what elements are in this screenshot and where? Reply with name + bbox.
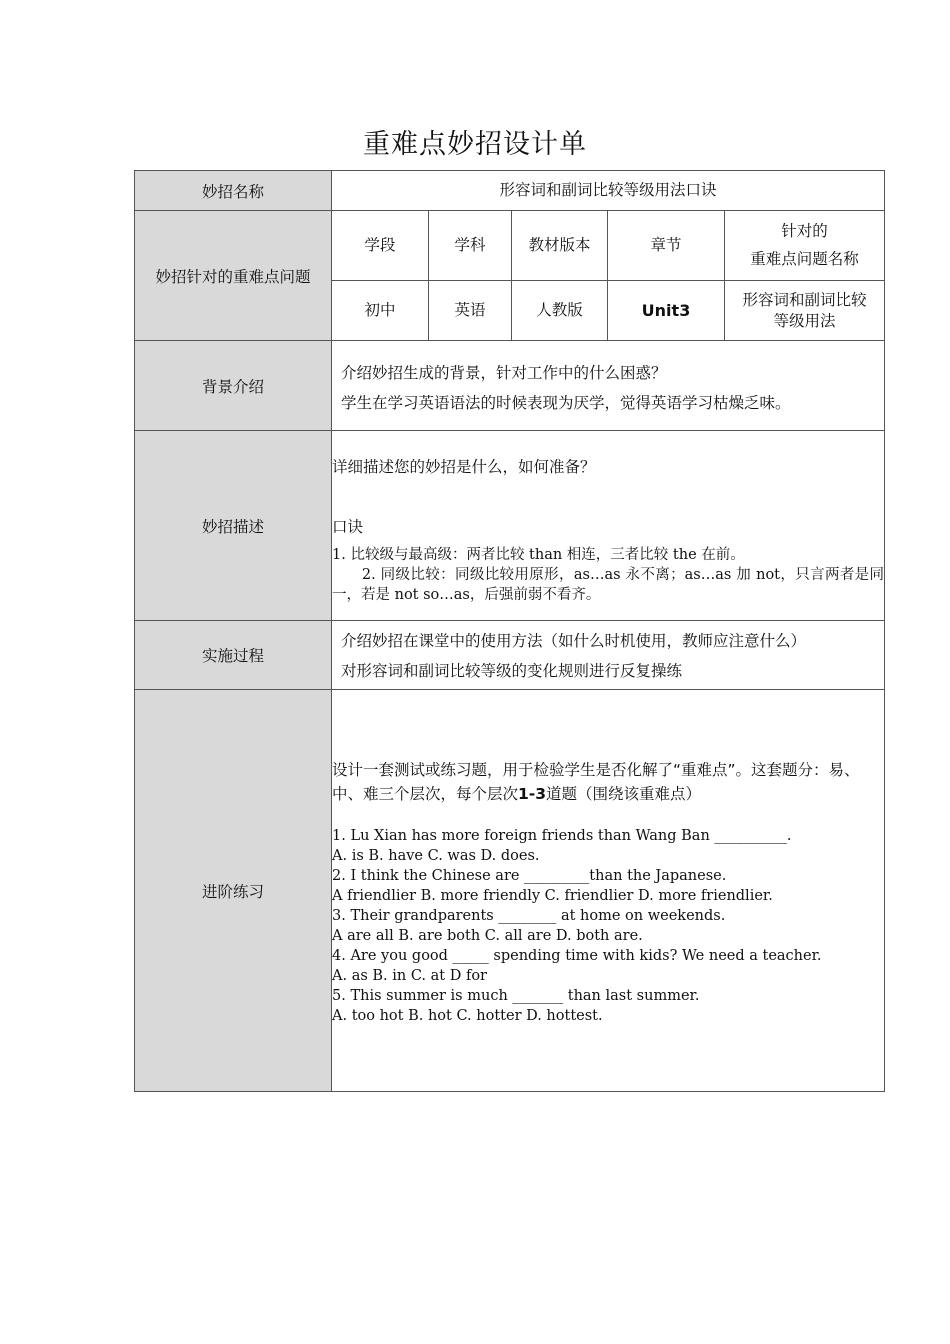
process-answer: 对形容词和副词比较等级的变化规则进行反复操练 bbox=[341, 662, 683, 680]
practice-question-line: 3. Their grandparents ________ at home on weekends. bbox=[332, 907, 726, 924]
description-heading: 口诀 bbox=[332, 517, 364, 536]
header-subject: 学科 bbox=[429, 211, 512, 281]
label-description: 妙招描述 bbox=[135, 431, 332, 621]
value-chapter: Unit3 bbox=[608, 281, 725, 341]
process-content bbox=[332, 621, 885, 690]
practice-question-line: A are all B. are both C. all are D. both are. bbox=[332, 927, 643, 944]
description-item-1: 1. 比较级与最高级：两者比较 than 相连，三者比较 the 在前。 bbox=[332, 546, 745, 563]
description-content bbox=[332, 431, 885, 621]
practice-question-line: A. is B. have C. was D. does. bbox=[332, 847, 540, 864]
practice-intro-count: 1-3 bbox=[518, 784, 547, 803]
description-question: 详细描述您的妙招是什么，如何准备？ bbox=[332, 457, 596, 476]
practice-question-line: 5. This summer is much _______ than last summer. bbox=[332, 987, 700, 1004]
background-content bbox=[332, 341, 885, 431]
practice-content bbox=[332, 690, 885, 1092]
label-practice: 进阶练习 bbox=[135, 690, 332, 1092]
value-subject: 英语 bbox=[429, 281, 512, 341]
row-description bbox=[135, 431, 885, 621]
header-problem-name-line2: 重难点问题名称 bbox=[750, 249, 859, 268]
row-name bbox=[135, 171, 885, 211]
row-practice bbox=[135, 690, 885, 1092]
label-name: 妙招名称 bbox=[135, 171, 332, 211]
value-name: 形容词和副词比较等级用法口诀 bbox=[332, 171, 885, 211]
label-background: 背景介绍 bbox=[135, 341, 332, 431]
value-problem-name bbox=[725, 281, 885, 341]
practice-question-line: 1. Lu Xian has more foreign friends than Wang Ban __________. bbox=[332, 827, 792, 844]
background-answer: 学生在学习英语语法的时候表现为厌学，觉得英语学习枯燥乏味。 bbox=[341, 393, 791, 412]
header-problem-name bbox=[725, 211, 885, 281]
value-stage: 初中 bbox=[332, 281, 429, 341]
practice-intro bbox=[332, 758, 884, 806]
value-problem-name-line2: 等级用法 bbox=[773, 311, 836, 330]
practice-question-line: 2. I think the Chinese are _________than the Japanese. bbox=[332, 867, 727, 884]
header-edition: 教材版本 bbox=[512, 211, 608, 281]
background-question: 介绍妙招生成的背景，针对工作中的什么困惑？ bbox=[341, 363, 667, 382]
row-background bbox=[135, 341, 885, 431]
label-process: 实施过程 bbox=[135, 621, 332, 690]
row-process bbox=[135, 621, 885, 690]
value-problem-name-line1: 形容词和副词比较 bbox=[742, 291, 867, 310]
description-item-2: 2. 同级比较：同级比较用原形，as…as 永不离；as…as 加 not，只言两者是同一，若是 not so…as，后强前弱不看齐。 bbox=[332, 566, 885, 603]
practice-intro-text: 设计一套测试或练习题，用于检验学生是否化解了“重难点”。这套题分：易、中、难三个层次，每个层次 bbox=[332, 760, 860, 803]
process-question: 介绍妙招在课堂中的使用方法（如什么时机使用，教师应注意什么） bbox=[341, 632, 807, 650]
design-form-table bbox=[134, 170, 885, 1092]
page-title: 重难点妙招设计单 bbox=[363, 129, 587, 160]
practice-question-line: 4. Are you good _____ spending time with kids? We need a teacher. bbox=[332, 947, 822, 964]
practice-intro-end: 道题（围绕该重难点） bbox=[546, 784, 702, 803]
value-edition: 人教版 bbox=[512, 281, 608, 341]
header-chapter: 章节 bbox=[608, 211, 725, 281]
practice-question-line: A. as B. in C. at D for bbox=[332, 967, 487, 984]
practice-question-line: A friendlier B. more friendly C. friendlier D. more friendlier. bbox=[332, 887, 773, 904]
header-problem-name-line1: 针对的 bbox=[781, 222, 828, 241]
practice-question-line: A. too hot B. hot C. hotter D. hottest. bbox=[332, 1007, 603, 1024]
header-stage: 学段 bbox=[332, 211, 429, 281]
row-target-headers bbox=[135, 211, 885, 281]
label-target: 妙招针对的重难点问题 bbox=[135, 211, 332, 341]
